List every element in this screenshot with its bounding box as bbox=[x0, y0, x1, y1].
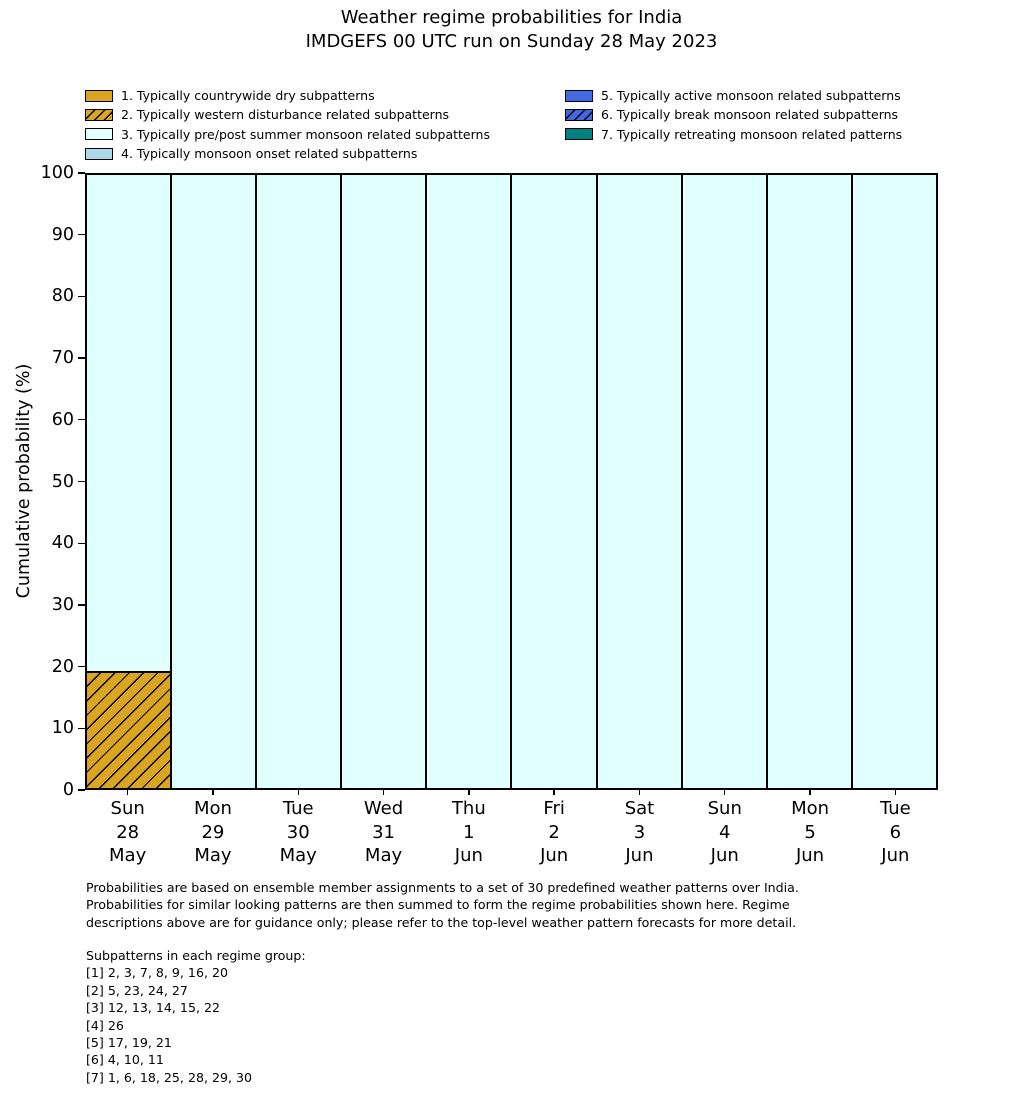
legend-label-regime-1: 1. Typically countrywide dry subpatterns bbox=[121, 88, 375, 104]
x-tick-label-line: 28 bbox=[116, 821, 140, 843]
x-tick-label-line: Sat bbox=[624, 798, 655, 819]
subpatterns-line: [5] 17, 19, 21 bbox=[86, 1035, 172, 1051]
legend-label-regime-6: 6. Typically break monsoon related subpatterns bbox=[601, 107, 899, 123]
bar-wed-31-may bbox=[341, 174, 426, 789]
legend-swatch-regime-4 bbox=[85, 148, 113, 160]
x-tick-label-line: Wed bbox=[363, 798, 404, 819]
y-tick-label: 50 bbox=[51, 471, 74, 492]
y-axis-label: Cumulative probability (%) bbox=[14, 363, 34, 599]
x-tick-label-line: Jun bbox=[454, 845, 483, 866]
x-tick bbox=[724, 790, 725, 795]
chart-title bbox=[85, 6, 938, 54]
legend-column-left bbox=[85, 86, 490, 163]
bar-segment-regime-3 bbox=[341, 174, 426, 789]
x-tick-label-line: 31 bbox=[372, 821, 395, 843]
bar-segment-regime-3 bbox=[852, 174, 937, 789]
bar-segment-regime-3 bbox=[426, 174, 511, 789]
bar-tue-30-may bbox=[256, 174, 341, 789]
subpatterns-header: Subpatterns in each regime group: bbox=[86, 948, 306, 963]
x-tick bbox=[639, 790, 640, 795]
y-tick-label: 70 bbox=[51, 348, 74, 369]
x-tick-label bbox=[682, 797, 767, 868]
x-tick-label bbox=[597, 797, 682, 868]
y-tick bbox=[78, 234, 85, 235]
y-tick-label: 20 bbox=[51, 656, 74, 677]
bar-sat-3-jun bbox=[597, 174, 682, 789]
y-tick bbox=[78, 728, 85, 729]
bar-segment-regime-3 bbox=[597, 174, 682, 789]
y-tick-label: 30 bbox=[51, 594, 74, 615]
y-tick-label: 100 bbox=[40, 163, 74, 183]
footer-note-line: Probabilities are based on ensemble member assignments to a set of 30 predefined weather patterns over India. bbox=[86, 880, 799, 895]
x-tick-label-line: Sun bbox=[110, 798, 145, 819]
x-tick-label-line: Mon bbox=[791, 798, 830, 819]
legend-swatch-regime-3 bbox=[85, 128, 113, 140]
x-tick-label-line: Jun bbox=[795, 845, 825, 866]
legend-item-regime-1 bbox=[85, 86, 490, 105]
legend-swatch-regime-1 bbox=[85, 90, 113, 102]
x-tick-label bbox=[512, 797, 597, 868]
legend-label-regime-2: 2. Typically western disturbance related subpatterns bbox=[121, 107, 450, 123]
y-tick bbox=[78, 172, 85, 173]
bar-fri-2-jun bbox=[511, 174, 596, 789]
x-tick-label-line: Jun bbox=[625, 845, 654, 866]
y-tick-label: 10 bbox=[51, 718, 74, 739]
legend-item-regime-2 bbox=[85, 105, 490, 124]
y-tick bbox=[78, 789, 85, 790]
x-tick-label-line: Jun bbox=[710, 845, 739, 866]
legend-item-regime-7 bbox=[565, 125, 902, 144]
bar-segment-regime-3 bbox=[171, 174, 256, 789]
subpatterns-line: [3] 12, 13, 14, 15, 22 bbox=[86, 1000, 220, 1016]
x-tick-label-line: 29 bbox=[201, 821, 225, 843]
x-tick-label bbox=[426, 797, 511, 868]
x-tick-label bbox=[341, 797, 426, 868]
bar-sun-28-may bbox=[86, 174, 171, 789]
y-tick-label: 90 bbox=[51, 224, 74, 245]
x-tick bbox=[895, 790, 896, 795]
subpatterns-line: [7] 1, 6, 18, 25, 28, 29, 30 bbox=[86, 1069, 253, 1085]
legend-item-regime-5 bbox=[565, 86, 902, 105]
footer-note-line: Probabilities for similar looking patterns are then summed to form the regime probabilities shown here. Regime bbox=[86, 897, 790, 913]
x-tick-label-line: 3 bbox=[633, 821, 646, 843]
x-tick bbox=[553, 790, 554, 795]
y-tick bbox=[78, 543, 85, 544]
legend-item-regime-3 bbox=[85, 125, 490, 144]
x-tick-label-line: Tue bbox=[879, 798, 911, 819]
bar-segment-regime-3 bbox=[511, 174, 596, 789]
x-tick-label-line: Sun bbox=[707, 798, 742, 819]
bars bbox=[86, 174, 937, 789]
subpatterns-line: [2] 5, 23, 24, 27 bbox=[86, 982, 188, 998]
x-tick-label-line: 5 bbox=[804, 821, 816, 843]
bar-mon-5-jun bbox=[767, 174, 852, 789]
bar-segment-regime-3 bbox=[256, 174, 341, 789]
bar-segment-regime-2 bbox=[86, 672, 171, 789]
chart-title-line-1: Weather regime probabilities for India bbox=[340, 7, 683, 28]
legend-swatch-regime-5 bbox=[565, 90, 593, 102]
x-tick-label-line: 1 bbox=[463, 821, 475, 843]
footer-note bbox=[86, 879, 799, 931]
y-tick bbox=[78, 481, 85, 482]
x-tick-label-line: 6 bbox=[889, 821, 902, 843]
x-tick-label bbox=[170, 797, 255, 868]
y-tick-label: 0 bbox=[62, 780, 74, 800]
x-tick bbox=[468, 790, 469, 795]
y-tick-label: 60 bbox=[51, 409, 74, 430]
legend-swatch-regime-6 bbox=[565, 109, 593, 121]
y-tick bbox=[78, 666, 85, 667]
legend-label-regime-4: 4. Typically monsoon onset related subpatterns bbox=[121, 146, 418, 162]
x-tick-label-line: May bbox=[364, 845, 403, 866]
x-tick-label-line: Fri bbox=[543, 798, 565, 819]
x-tick-label bbox=[256, 797, 341, 868]
x-tick-label-line: Tue bbox=[282, 798, 314, 819]
x-tick-label bbox=[853, 797, 938, 868]
x-tick-label-line: 30 bbox=[286, 821, 310, 843]
x-tick bbox=[383, 790, 384, 795]
y-tick bbox=[78, 296, 85, 297]
x-tick bbox=[298, 790, 299, 795]
x-tick-label-line: Thu bbox=[451, 798, 486, 819]
x-tick-label-line: Jun bbox=[540, 845, 569, 866]
subpatterns-line: [1] 2, 3, 7, 8, 9, 16, 20 bbox=[86, 965, 228, 981]
y-tick-label: 80 bbox=[51, 286, 74, 307]
subpatterns-list bbox=[86, 947, 306, 1086]
x-tick bbox=[127, 790, 128, 795]
x-tick-label-line: 4 bbox=[719, 821, 731, 843]
x-tick bbox=[809, 790, 810, 795]
x-tick-label bbox=[767, 797, 852, 868]
bar-mon-29-may bbox=[171, 174, 256, 789]
plot-area bbox=[85, 173, 938, 790]
x-tick-label-line: May bbox=[194, 845, 232, 866]
x-tick-label-line: Mon bbox=[193, 798, 232, 819]
legend-item-regime-6 bbox=[565, 105, 902, 124]
legend-label-regime-3: 3. Typically pre/post summer monsoon related subpatterns bbox=[121, 126, 490, 142]
subpatterns-line: [4] 26 bbox=[86, 1017, 124, 1033]
x-tick-label-line: 2 bbox=[548, 821, 560, 843]
x-tick-label-line: Jun bbox=[881, 845, 910, 866]
legend-item-regime-4 bbox=[85, 144, 490, 163]
x-tick-label-line: May bbox=[279, 845, 317, 866]
bar-tue-6-jun bbox=[852, 174, 937, 789]
legend-column-right bbox=[565, 86, 902, 144]
x-tick bbox=[212, 790, 213, 795]
x-tick-label-line: May bbox=[109, 845, 147, 866]
subpatterns-line: [6] 4, 10, 11 bbox=[86, 1052, 164, 1068]
legend-label-regime-7: 7. Typically retreating monsoon related patterns bbox=[601, 126, 903, 142]
x-tick-label bbox=[85, 797, 170, 868]
legend-swatch-regime-2 bbox=[85, 109, 113, 121]
chart-title-line-2: IMDGEFS 00 UTC run on Sunday 28 May 2023 bbox=[305, 31, 718, 52]
y-tick-label: 40 bbox=[51, 533, 74, 554]
bar-segment-regime-3 bbox=[682, 174, 767, 789]
legend-label-regime-5: 5. Typically active monsoon related subpatterns bbox=[601, 88, 901, 104]
y-tick bbox=[78, 357, 85, 358]
legend-swatch-regime-7 bbox=[565, 128, 593, 140]
bar-sun-4-jun bbox=[682, 174, 767, 789]
y-tick bbox=[78, 419, 85, 420]
footer-note-line: descriptions above are for guidance only; please refer to the top-level weather pattern forecasts for more detail. bbox=[86, 914, 797, 930]
y-tick bbox=[78, 604, 85, 605]
bar-segment-regime-3 bbox=[86, 174, 171, 672]
bar-thu-1-jun bbox=[426, 174, 511, 789]
bar-segment-regime-3 bbox=[767, 174, 852, 789]
